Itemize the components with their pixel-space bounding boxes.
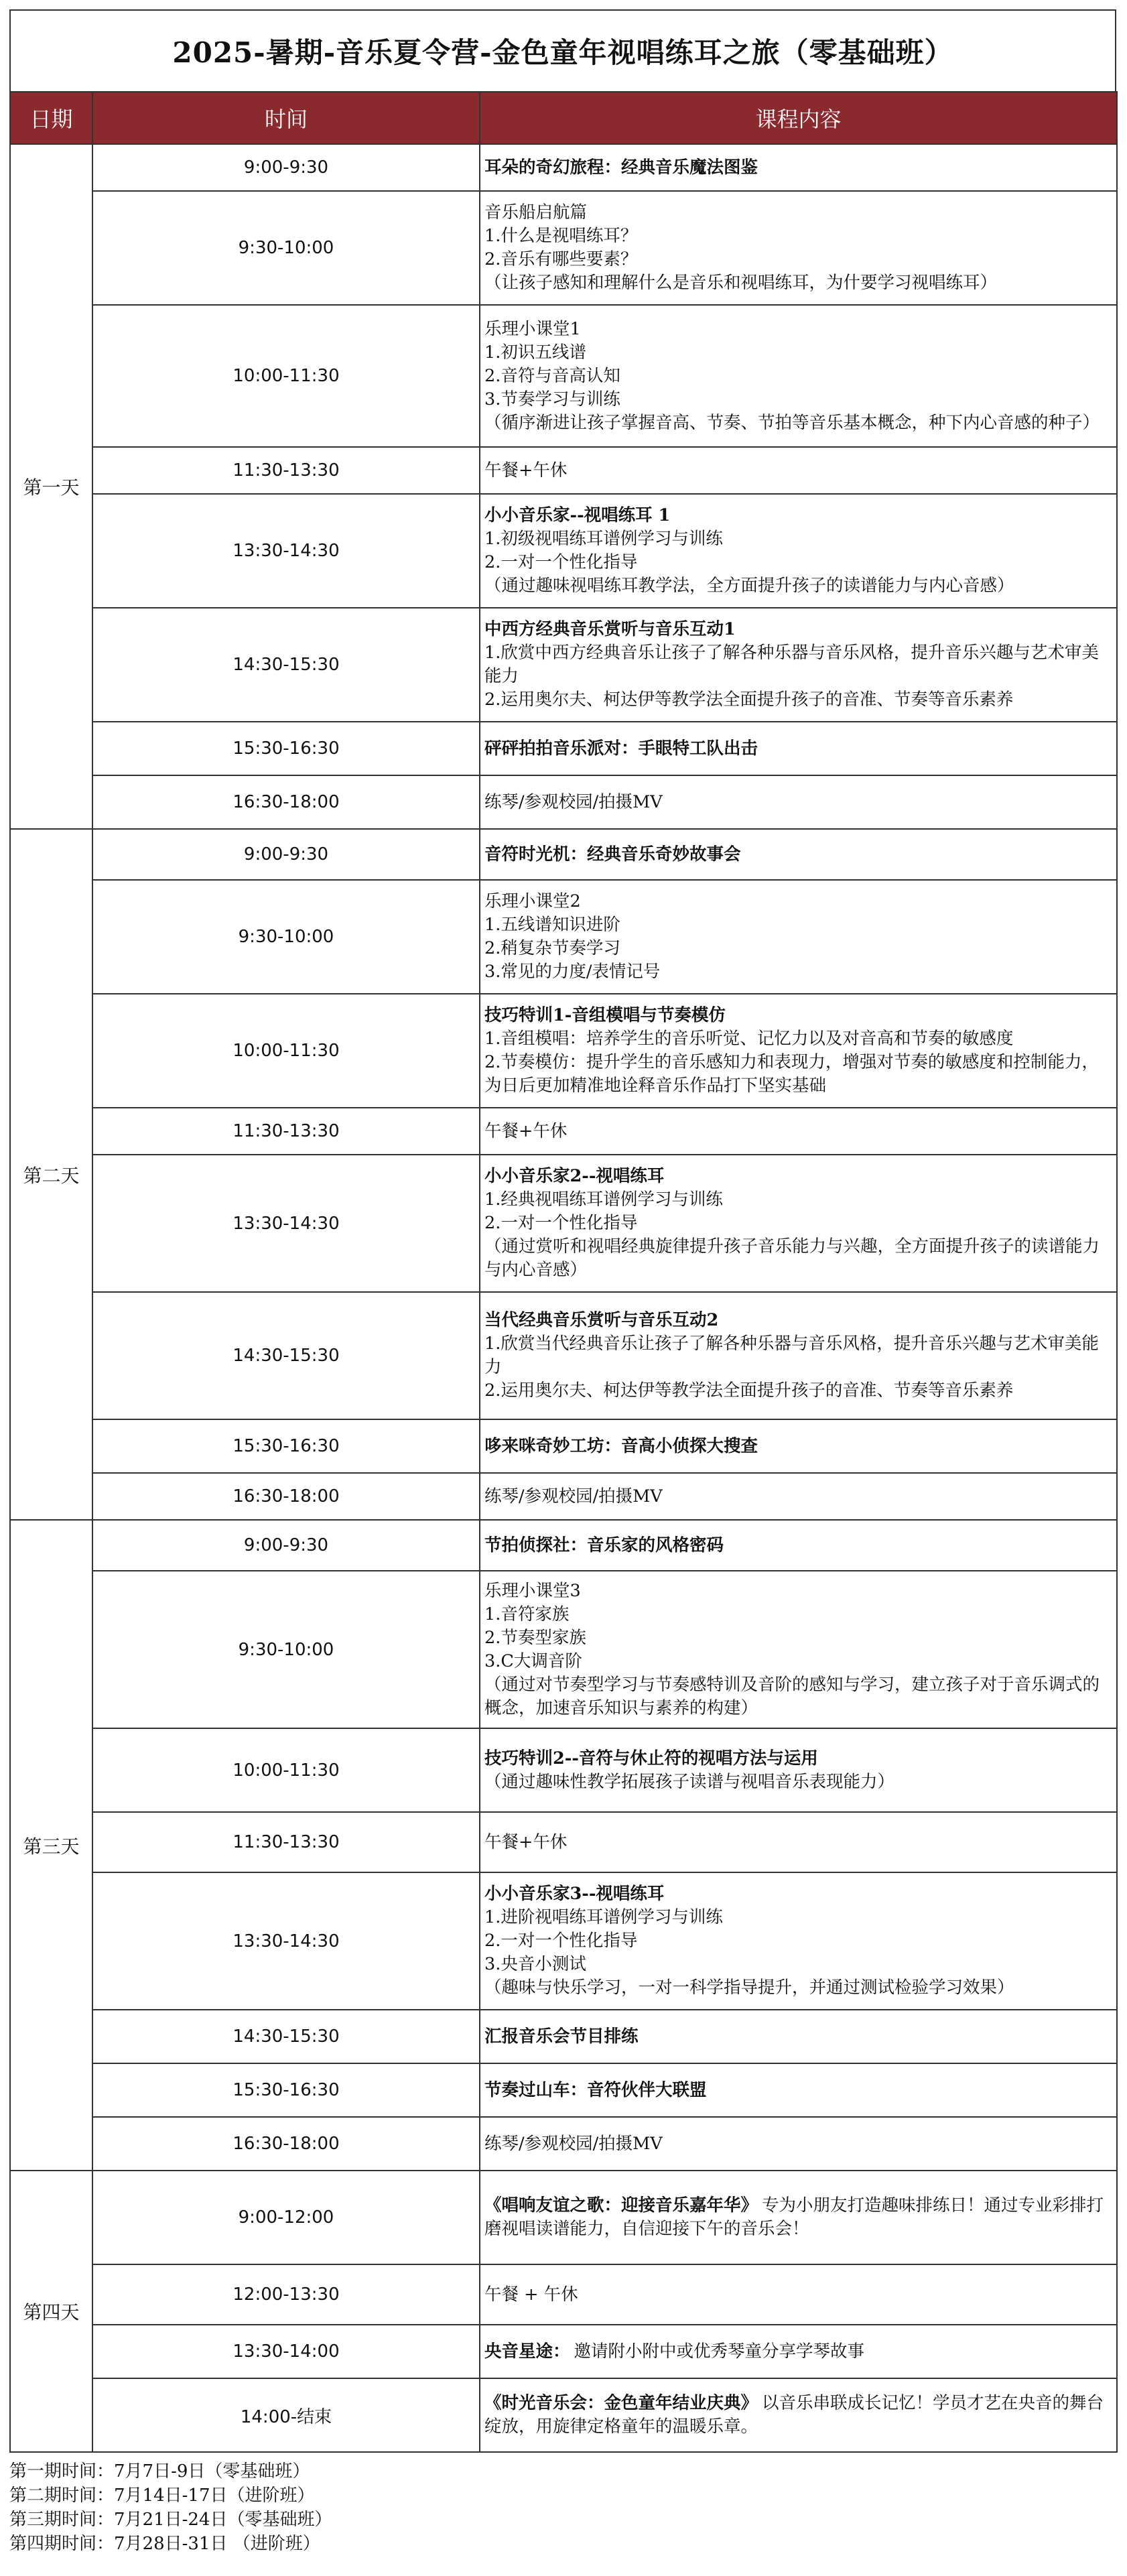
session-content: [480, 2010, 1117, 2063]
session-detail-line: 2.稍复杂节奏学习: [484, 938, 620, 958]
session-heading: [484, 890, 1112, 913]
session-heading-text: 中西方经典音乐赏听与音乐互动1: [484, 619, 736, 639]
table-row: [10, 2378, 1117, 2452]
session-heading-text: 技巧特训2--音符与休止符的视唱方法与运用: [484, 1748, 818, 1768]
table-row: [10, 608, 1117, 722]
table-row: [10, 447, 1117, 494]
session-heading-text: 午餐+午休: [484, 1831, 568, 1852]
session-time: 9:00-9:30: [92, 829, 480, 880]
session-content: [480, 191, 1117, 305]
session-heading: [484, 1831, 1112, 1854]
session-heading-text: 当代经典音乐赏听与音乐互动2: [484, 1310, 719, 1330]
session-heading: [484, 2025, 1112, 2049]
period-list: [9, 2459, 1116, 2556]
table-row: [10, 880, 1117, 994]
session-time: 10:00-11:30: [92, 1728, 480, 1812]
table-row: [10, 1108, 1117, 1155]
session-content: [480, 2325, 1117, 2378]
schedule-body: [10, 144, 1117, 2452]
session-heading-text: 乐理小课堂2: [484, 891, 581, 911]
session-content: [480, 2063, 1117, 2117]
session-time: 14:00-结束: [92, 2378, 480, 2452]
session-heading-text: 音符时光机：经典音乐奇妙故事会: [484, 844, 741, 864]
session-detail-line: 3.常见的力度/表情记号: [484, 962, 661, 982]
session-content: [480, 722, 1117, 775]
session-content: [480, 1292, 1117, 1419]
day-label: 第一天: [10, 144, 92, 829]
session-time: 11:30-13:30: [92, 1812, 480, 1872]
session-detail-line: 1.欣赏当代经典音乐让孩子了解各种乐器与音乐风格，提升音乐兴趣与艺术审美能力: [484, 1334, 1099, 1377]
session-detail-line: （通过对节奏型学习与节奏感特训及音阶的感知与学习，建立孩子对于音乐调式的概念，加速音乐知识与素养的构建）: [484, 1674, 1100, 1718]
session-detail-line: （让孩子感知和理解什么是音乐和视唱练耳，为什要学习视唱练耳）: [484, 273, 998, 293]
table-row: [10, 2010, 1117, 2063]
session-detail-line: 3.节奏学习与训练: [484, 389, 620, 409]
session-time: 9:30-10:00: [92, 880, 480, 994]
session-detail-line: （通过赏听和视唱经典旋律提升孩子音乐能力与兴趣，全方面提升孩子的读谱能力与内心音感）: [484, 1236, 1100, 1280]
session-detail-line: 3.央音小测试: [484, 1954, 586, 1974]
session-detail-line: 2.音乐有哪些要素？: [484, 249, 638, 269]
session-detail-line: 2.运用奥尔夫、柯达伊等教学法全面提升孩子的音准、节奏等音乐素养: [484, 690, 1014, 710]
session-heading-text: 练琴/参观校园/拍摄MV: [484, 1486, 663, 1506]
header-day: 日期: [10, 92, 92, 144]
page-title: 2025-暑期-音乐夏令营-金色童年视唱练耳之旅（零基础班）: [9, 9, 1116, 91]
session-heading-text: 节拍侦探社：音乐家的风格密码: [484, 1535, 724, 1555]
session-heading: [484, 1165, 1112, 1188]
session-heading: [484, 2132, 1112, 2156]
session-heading: [484, 1747, 1112, 1770]
table-row: [10, 1571, 1117, 1728]
session-detail-line: 3.C大调音阶: [484, 1651, 582, 1671]
table-row: [10, 775, 1117, 829]
session-content: [480, 775, 1117, 829]
session-heading: [484, 2340, 1112, 2364]
period-line: 第一期时间：7月7日-9日（零基础班）: [9, 2461, 310, 2482]
session-heading-text: 耳朵的奇幻旅程：经典音乐魔法图鉴: [484, 157, 758, 178]
period-line: 第三期时间：7月21日-24日（零基础班）: [9, 2510, 332, 2530]
session-detail-line: 1.音符家族: [484, 1604, 570, 1624]
session-heading-text: 乐理小课堂3: [484, 1580, 581, 1601]
session-content: [480, 2264, 1117, 2325]
session-heading: [484, 201, 1112, 224]
session-heading: [484, 1120, 1112, 1143]
session-time: 14:30-15:30: [92, 608, 480, 722]
session-time: 12:00-13:30: [92, 2264, 480, 2325]
session-heading: [484, 1485, 1112, 1508]
table-row: [10, 494, 1117, 608]
session-content: [480, 2171, 1117, 2264]
session-content: [480, 1520, 1117, 1571]
session-content: [480, 1419, 1117, 1473]
session-detail-line: （循序渐进让孩子掌握音高、节奏、节拍等音乐基本概念，种下内心音感的种子）: [484, 412, 1100, 433]
session-detail-line: 1.初级视唱练耳谱例学习与训练: [484, 529, 723, 549]
table-row: [10, 829, 1117, 880]
session-heading: [484, 1435, 1112, 1458]
session-heading: [484, 2283, 1112, 2307]
session-content: [480, 1812, 1117, 1872]
table-row: [10, 1473, 1117, 1520]
session-heading-text: 小小音乐家3--视唱练耳: [484, 1884, 665, 1904]
session-time: 14:30-15:30: [92, 2010, 480, 2063]
session-heading: [484, 2194, 1112, 2241]
session-content: [480, 880, 1117, 994]
session-time: 13:30-14:30: [92, 494, 480, 608]
header-content: 课程内容: [480, 92, 1117, 144]
session-heading-text: 央音星途：: [484, 2341, 570, 2362]
session-content: [480, 1571, 1117, 1728]
table-row: [10, 722, 1117, 775]
session-heading-text: 节奏过山车：音符伙伴大联盟: [484, 2079, 707, 2100]
session-time: 16:30-18:00: [92, 775, 480, 829]
session-detail-line: 2.运用奥尔夫、柯达伊等教学法全面提升孩子的音准、节奏等音乐素养: [484, 1380, 1014, 1401]
session-heading-text: 技巧特训1-音组模唱与节奏模仿: [484, 1005, 726, 1025]
session-heading-text: 练琴/参观校园/拍摄MV: [484, 791, 663, 812]
session-heading: [484, 459, 1112, 482]
session-time: 13:30-14:30: [92, 1155, 480, 1292]
session-detail-line: 1.音组模唱：培养学生的音乐听觉、记忆力以及对音高和节奏的敏感度: [484, 1029, 1014, 1049]
table-row: [10, 1872, 1117, 2010]
table-row: [10, 1419, 1117, 1473]
session-detail-line: 2.节奏型家族: [484, 1627, 586, 1648]
session-content: [480, 2378, 1117, 2452]
day-label: 第四天: [10, 2171, 92, 2452]
session-heading: [484, 1580, 1112, 1603]
session-time: 16:30-18:00: [92, 1473, 480, 1520]
session-content: [480, 1473, 1117, 1520]
session-detail-line: （通过趣味性教学拓展孩子读谱与视唱音乐表现能力）: [484, 1771, 895, 1792]
session-time: 11:30-13:30: [92, 447, 480, 494]
session-heading: [484, 2392, 1112, 2439]
session-heading-text: 《时光音乐会：金色童年结业庆典》: [484, 2393, 758, 2413]
session-time: 9:30-10:00: [92, 1571, 480, 1728]
session-content: [480, 144, 1117, 191]
table-row: [10, 1520, 1117, 1571]
schedule-sheet: [9, 9, 1116, 2556]
session-heading-text: 午餐+午休: [484, 1120, 568, 1141]
table-row: [10, 2171, 1117, 2264]
session-time: 13:30-14:30: [92, 1872, 480, 2010]
session-time: 14:30-15:30: [92, 1292, 480, 1419]
session-heading: [484, 737, 1112, 761]
period-line: 第二期时间：7月14日-17日（进阶班）: [9, 2486, 315, 2506]
session-content: [480, 994, 1117, 1108]
session-heading: [484, 791, 1112, 814]
period-line: 第四期时间：7月28日-31日 （进阶班）: [9, 2534, 320, 2554]
session-detail-line: 1.经典视唱练耳谱例学习与训练: [484, 1189, 723, 1210]
session-content: [480, 1872, 1117, 2010]
session-time: 16:30-18:00: [92, 2117, 480, 2171]
session-content: [480, 608, 1117, 722]
session-time: 13:30-14:00: [92, 2325, 480, 2378]
session-heading: [484, 1004, 1112, 1027]
session-detail-line: 1.欣赏中西方经典音乐让孩子了解各种乐器与音乐风格，提升音乐兴趣与艺术审美能力: [484, 643, 1099, 686]
session-time: 9:00-9:30: [92, 144, 480, 191]
session-heading-text: 音乐船启航篇: [484, 202, 588, 222]
table-row: [10, 1812, 1117, 1872]
day-label: 第二天: [10, 829, 92, 1520]
session-heading-text: 午餐 + 午休: [484, 2284, 578, 2305]
session-heading-text: 汇报音乐会节目排练: [484, 2026, 639, 2047]
session-detail-line: 2.节奏模仿：提升学生的音乐感知力和表现力，增强对节奏的敏感度和控制能力，为日后更加精准地诠释音乐作品打下坚实基础: [484, 1052, 1099, 1096]
table-row: [10, 2325, 1117, 2378]
session-heading: [484, 1534, 1112, 1557]
session-content: [480, 305, 1117, 447]
session-time: 9:30-10:00: [92, 191, 480, 305]
session-heading-text: 哆来咪奇妙工坊：音高小侦探大搜查: [484, 1435, 758, 1456]
session-heading-text: 乐理小课堂1: [484, 318, 581, 339]
session-detail-line: 2.音符与音高认知: [484, 365, 620, 386]
session-time: 9:00-9:30: [92, 1520, 480, 1571]
table-row: [10, 2063, 1117, 2117]
session-heading-text: 砰砰拍拍音乐派对：手眼特工队出击: [484, 738, 758, 759]
table-row: [10, 144, 1117, 191]
session-detail-line: 2.一对一个性化指导: [484, 552, 638, 572]
session-content: [480, 1108, 1117, 1155]
schedule-table: [9, 91, 1118, 2453]
session-heading: [484, 618, 1112, 641]
session-time: 11:30-13:30: [92, 1108, 480, 1155]
session-content: [480, 494, 1117, 608]
table-row: [10, 191, 1117, 305]
session-time: 10:00-11:30: [92, 994, 480, 1108]
session-heading-text: 练琴/参观校园/拍摄MV: [484, 2133, 663, 2154]
session-content: [480, 447, 1117, 494]
session-detail-line: 2.一对一个性化指导: [484, 1931, 638, 1951]
session-content: [480, 1728, 1117, 1812]
session-detail-line: （通过趣味视唱练耳教学法，全方面提升孩子的读谱能力与内心音感）: [484, 576, 1014, 596]
session-detail-line: 1.五线谱知识进阶: [484, 915, 620, 935]
session-detail-line: 2.一对一个性化指导: [484, 1213, 638, 1233]
session-detail-line: 1.什么是视唱练耳？: [484, 226, 638, 246]
table-row: [10, 994, 1117, 1108]
table-row: [10, 1292, 1117, 1419]
session-heading-text: 午餐+午休: [484, 460, 568, 480]
session-heading-text: 《唱响友谊之歌：迎接音乐嘉年华》: [484, 2195, 758, 2215]
session-description: 以音乐串联成长记忆！学员才艺在央音的舞台绽放，用旋律定格童年的温暖乐章。: [484, 2393, 1104, 2437]
session-heading: [484, 156, 1112, 180]
session-detail-line: 1.进阶视唱练耳谱例学习与训练: [484, 1907, 723, 1927]
session-time: 9:00-12:00: [92, 2171, 480, 2264]
session-heading: [484, 318, 1112, 341]
table-row: [10, 1155, 1117, 1292]
table-header-row: [10, 92, 1117, 144]
session-time: 15:30-16:30: [92, 2063, 480, 2117]
table-row: [10, 2117, 1117, 2171]
session-heading: [484, 1882, 1112, 1906]
session-heading: [484, 1309, 1112, 1332]
session-detail-line: （趣味与快乐学习，一对一科学指导提升，并通过测试检验学习效果）: [484, 1978, 1014, 1998]
session-description: 专为小朋友打造趣味排练日！通过专业彩排打磨视唱读谱能力，自信迎接下午的音乐会！: [484, 2195, 1104, 2239]
session-description: 邀请附小附中或优秀琴童分享学琴故事: [574, 2341, 865, 2362]
session-heading-text: 小小音乐家2--视唱练耳: [484, 1166, 665, 1186]
session-time: 15:30-16:30: [92, 722, 480, 775]
session-time: 15:30-16:30: [92, 1419, 480, 1473]
table-row: [10, 2264, 1117, 2325]
table-row: [10, 1728, 1117, 1812]
session-detail-line: 1.初识五线谱: [484, 342, 586, 363]
day-label: 第三天: [10, 1520, 92, 2171]
header-time: 时间: [92, 92, 480, 144]
session-heading: [484, 504, 1112, 527]
session-heading-text: 小小音乐家--视唱练耳 1: [484, 505, 671, 525]
session-time: 10:00-11:30: [92, 305, 480, 447]
session-content: [480, 1155, 1117, 1292]
session-heading: [484, 2079, 1112, 2102]
session-content: [480, 2117, 1117, 2171]
table-row: [10, 305, 1117, 447]
session-heading: [484, 843, 1112, 866]
session-content: [480, 829, 1117, 880]
